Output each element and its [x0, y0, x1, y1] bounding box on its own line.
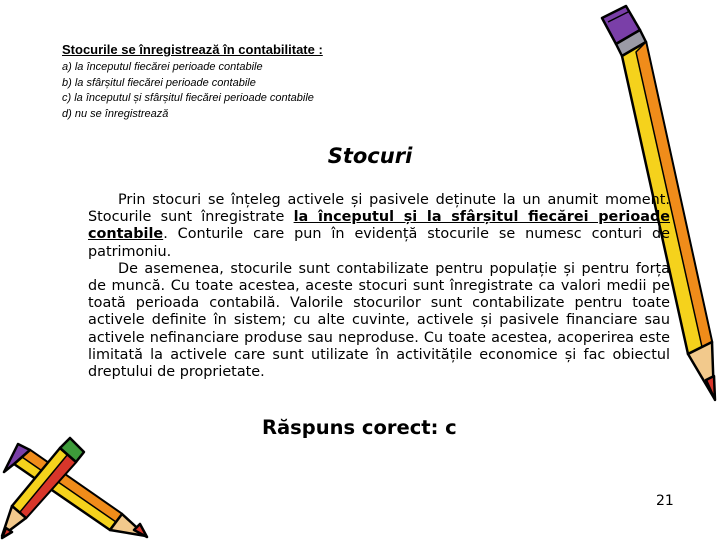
answer-option-d: d) nu se înregistrează	[62, 107, 169, 120]
paragraph-1-emphasis: la începutul și la sfârșitul fiecărei perioade contabile	[88, 209, 671, 243]
question-title: Stocurile se înregistrează în contabilitate :	[62, 42, 323, 57]
quiz-question	[62, 42, 622, 122]
answer-option-c: c) la începutul și sfârșitul fiecărei perioade contabile	[62, 92, 314, 104]
paragraph-1-end: . Conturile care pun în evidență stocurile se numesc conturi de patrimoniu.	[88, 226, 670, 260]
section-heading: Stocuri	[327, 144, 413, 168]
answer-option-a: a) la începutul fiecărei perioade contabile	[62, 61, 263, 73]
explanation-text	[88, 192, 670, 381]
paragraph-2: De asemenea, stocurile sunt contabilizate pentru populație și pentru forța de muncă. Cu toate acestea, aceste stocuri sunt înregistrate ca valori medii pe toată perioada contabilă. Valorile stocurilor sunt contabilizate pentru toate activele definite în sistem; cu alte cuvinte, activele și pasivele financiare sau activele nefinanciare produse sau neproduse. Cu toate acestea, acoperirea este limitată la activele care sunt utilizate în activitățile economice și fac obiectul dreptului de proprietate.	[88, 260, 670, 381]
paragraph-1	[88, 192, 670, 261]
paragraph-1-start: Prin stocuri se înțeleg activele și pasivele deținute la un anumit moment. Stocurile sunt înregistrate	[88, 192, 670, 226]
crossed-pencils-icon	[0, 432, 150, 540]
answer-option-b: b) la sfârșitul fiecărei perioade contabile	[62, 76, 256, 89]
page-number: 21	[656, 493, 674, 509]
correct-answer: Răspuns corect: c	[262, 416, 457, 439]
